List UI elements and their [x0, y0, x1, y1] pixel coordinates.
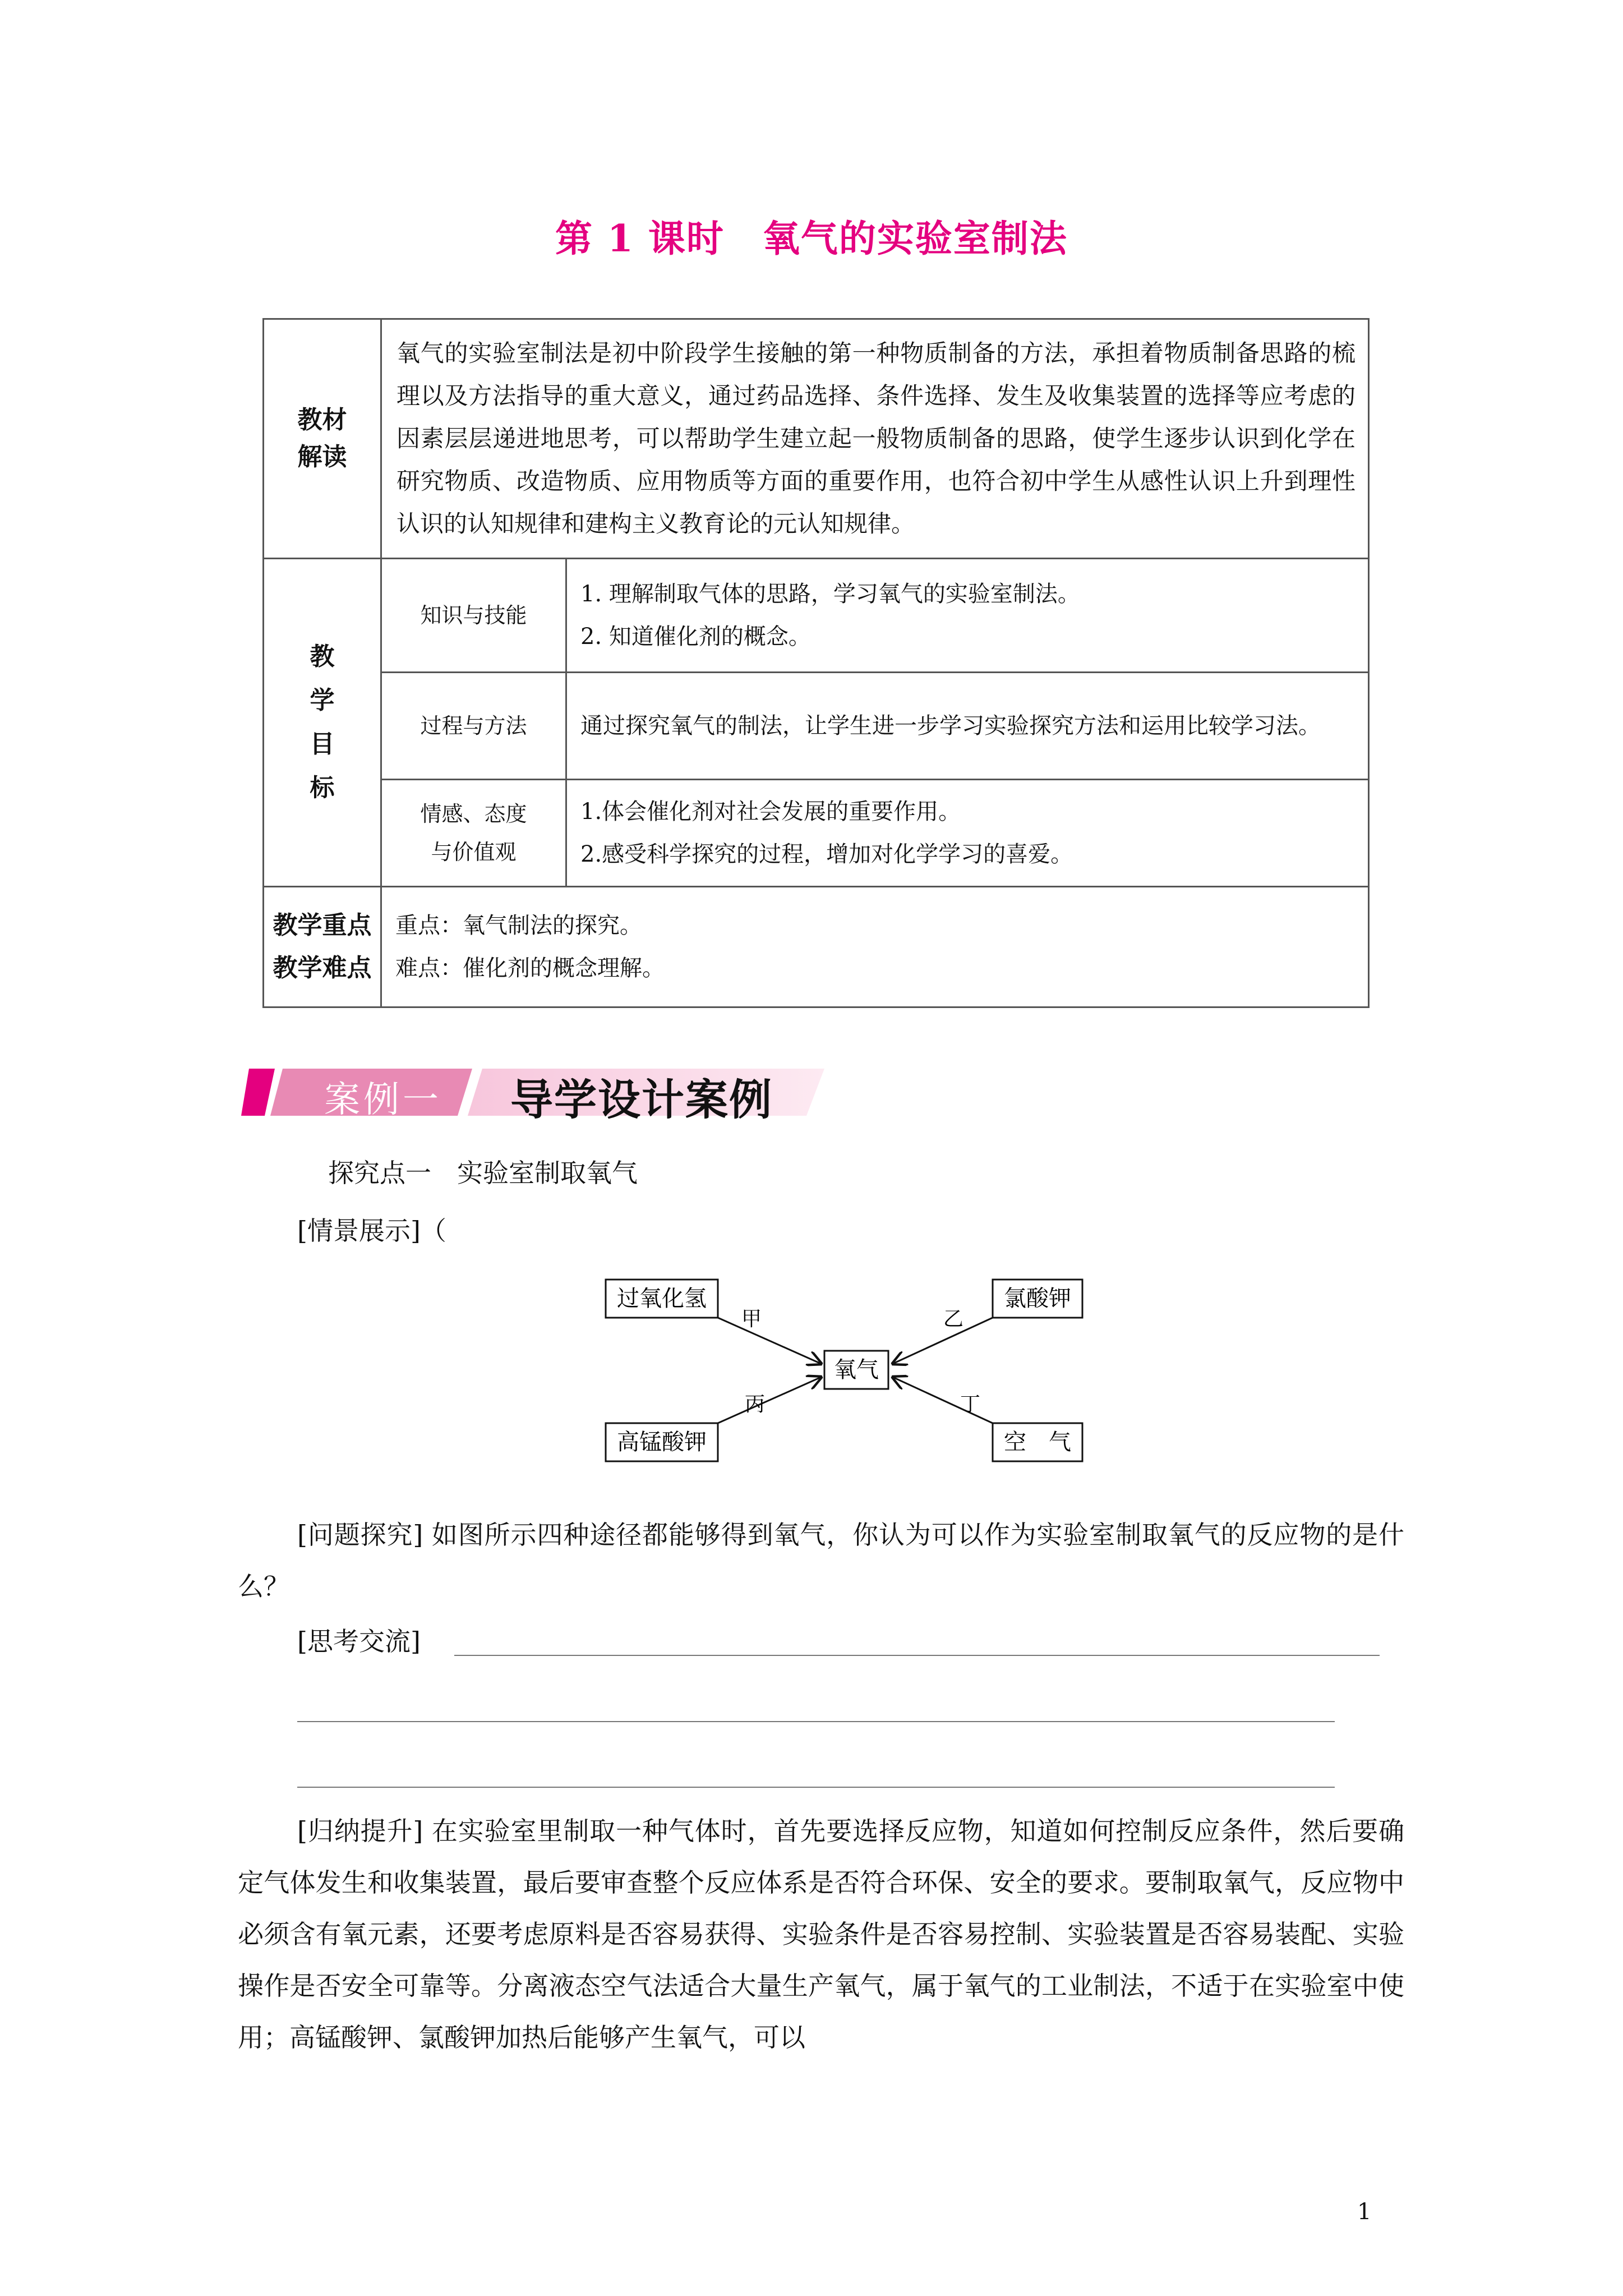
knowledge-skill-line2: 2. 知道催化剂的概念。 — [580, 624, 811, 650]
section-point: 探究点一 实验室制取氧气 — [328, 1158, 638, 1188]
route-label-jia: 甲 — [741, 1308, 762, 1331]
summary-paragraph: [归纳提升] 在实验室里制取一种气体时，首先要选择反应物，知道如何控制反应条件，然后要确定气体发生和收集装置，最后要审查整个反应体系是否符合环保、安全的要求。要制取氧气，反应物中必须含有氧元素，还要考虑原料是否容易获得、实验条件是否容易控制、实验装置是否容易装配、实验操作是否安全可靠等。分离液态空气法适合大量生产氧气，属于氧气的工业制法，不适于在实验室中使用；高锰酸钾、氯酸钾加热后能够产生氧气，可以 — [238, 1816, 1404, 2053]
arrow-bing — [718, 1377, 821, 1423]
route-label-ding: 丁 — [960, 1393, 981, 1416]
page-number: 1 — [1357, 2199, 1372, 2225]
knowledge-skill-content — [566, 559, 1369, 673]
route-label-bing: 丙 — [744, 1393, 766, 1416]
page-title: 第 1 课时 氧气的实验室制法 — [555, 217, 1068, 260]
knowledge-skill-label: 知识与技能 — [381, 559, 566, 673]
process-method-line1: 通过探究氧气的制法，让学生进一步学习实验探究方法和运用比较学习法。 — [580, 713, 1321, 739]
mubiao-header — [264, 559, 381, 887]
key-difficult-header — [264, 887, 381, 1007]
process-method-content — [566, 673, 1369, 780]
emotion-value-label — [381, 780, 566, 887]
scene-label: [情景展示]（ — [297, 1216, 446, 1246]
teaching-info-table — [262, 318, 1370, 1008]
question-paragraph: [问题探究] 如图所示四种途径都能够得到氧气，你认为可以作为实验室制取氧气的反应物的是什么？ — [238, 1520, 1404, 1602]
process-method-label: 过程与方法 — [381, 673, 566, 780]
difficult-point-line: 难点：催化剂的概念理解。 — [395, 955, 665, 981]
emotion-value-label-line1: 情感、态度 — [420, 802, 527, 826]
route-label-yi: 乙 — [943, 1308, 964, 1331]
answer-line-2 — [297, 1721, 1335, 1722]
emotion-value-label-line2: 与价值观 — [431, 840, 517, 864]
mubiao-label-4: 标 — [310, 774, 335, 802]
source-label-potassium-permanganate: 高锰酸钾 — [617, 1429, 707, 1455]
answer-line-1 — [454, 1655, 1380, 1656]
oxygen-center-label: 氧气 — [834, 1357, 879, 1383]
key-difficult-content — [381, 887, 1369, 1007]
mubiao-label-3: 目 — [310, 730, 335, 758]
jiaocai-label-line2: 解读 — [297, 443, 347, 471]
mubiao-label-1: 教 — [310, 642, 335, 671]
knowledge-skill-line1: 1. 理解制取气体的思路，学习氧气的实验室制法。 — [580, 581, 1080, 607]
banner-case-label: 案例一 — [324, 1079, 442, 1121]
key-label: 教学重点 — [273, 911, 372, 940]
emotion-value-line2: 2.感受科学探究的过程，增加对化学学习的喜爱。 — [580, 841, 1073, 867]
think-label: [思考交流] — [297, 1626, 421, 1657]
jiaocai-text: 氧气的实验室制法是初中阶段学生接触的第一种物质制备的方法，承担着物质制备思路的梳理以及方法指导的重大意义，通过药品选择、条件选择、发生及收集装置的选择等应考虑的因素层层递进地思考，可以帮助学生建立起一般物质制备的思路，使学生逐步认识到化学在研究物质、改造物质、应用物质等方面的重要作用，也符合初中学生从感性认识上升到理性认识的认知规律和建构主义教育论的元认知规律。 — [381, 319, 1369, 559]
difficult-label: 教学难点 — [273, 954, 372, 982]
emotion-value-line1: 1.体会催化剂对社会发展的重要作用。 — [580, 799, 961, 825]
emotion-value-content — [566, 780, 1369, 887]
source-label-hydrogen-peroxide: 过氧化氢 — [617, 1286, 707, 1312]
oxygen-source-diagram — [583, 1259, 1099, 1487]
source-label-air: 空 气 — [1004, 1429, 1071, 1455]
jiaocai-header — [264, 319, 381, 559]
jiaocai-label-line1: 教材 — [297, 406, 347, 434]
source-label-potassium-chlorate: 氯酸钾 — [1004, 1286, 1071, 1312]
banner-accent-bar — [241, 1069, 275, 1116]
answer-line-3 — [297, 1787, 1335, 1788]
key-point-line: 重点：氧气制法的探究。 — [395, 913, 642, 938]
banner-case-title: 导学设计案例 — [510, 1075, 773, 1125]
arrow-jia — [718, 1318, 821, 1364]
mubiao-label-2: 学 — [310, 686, 335, 715]
